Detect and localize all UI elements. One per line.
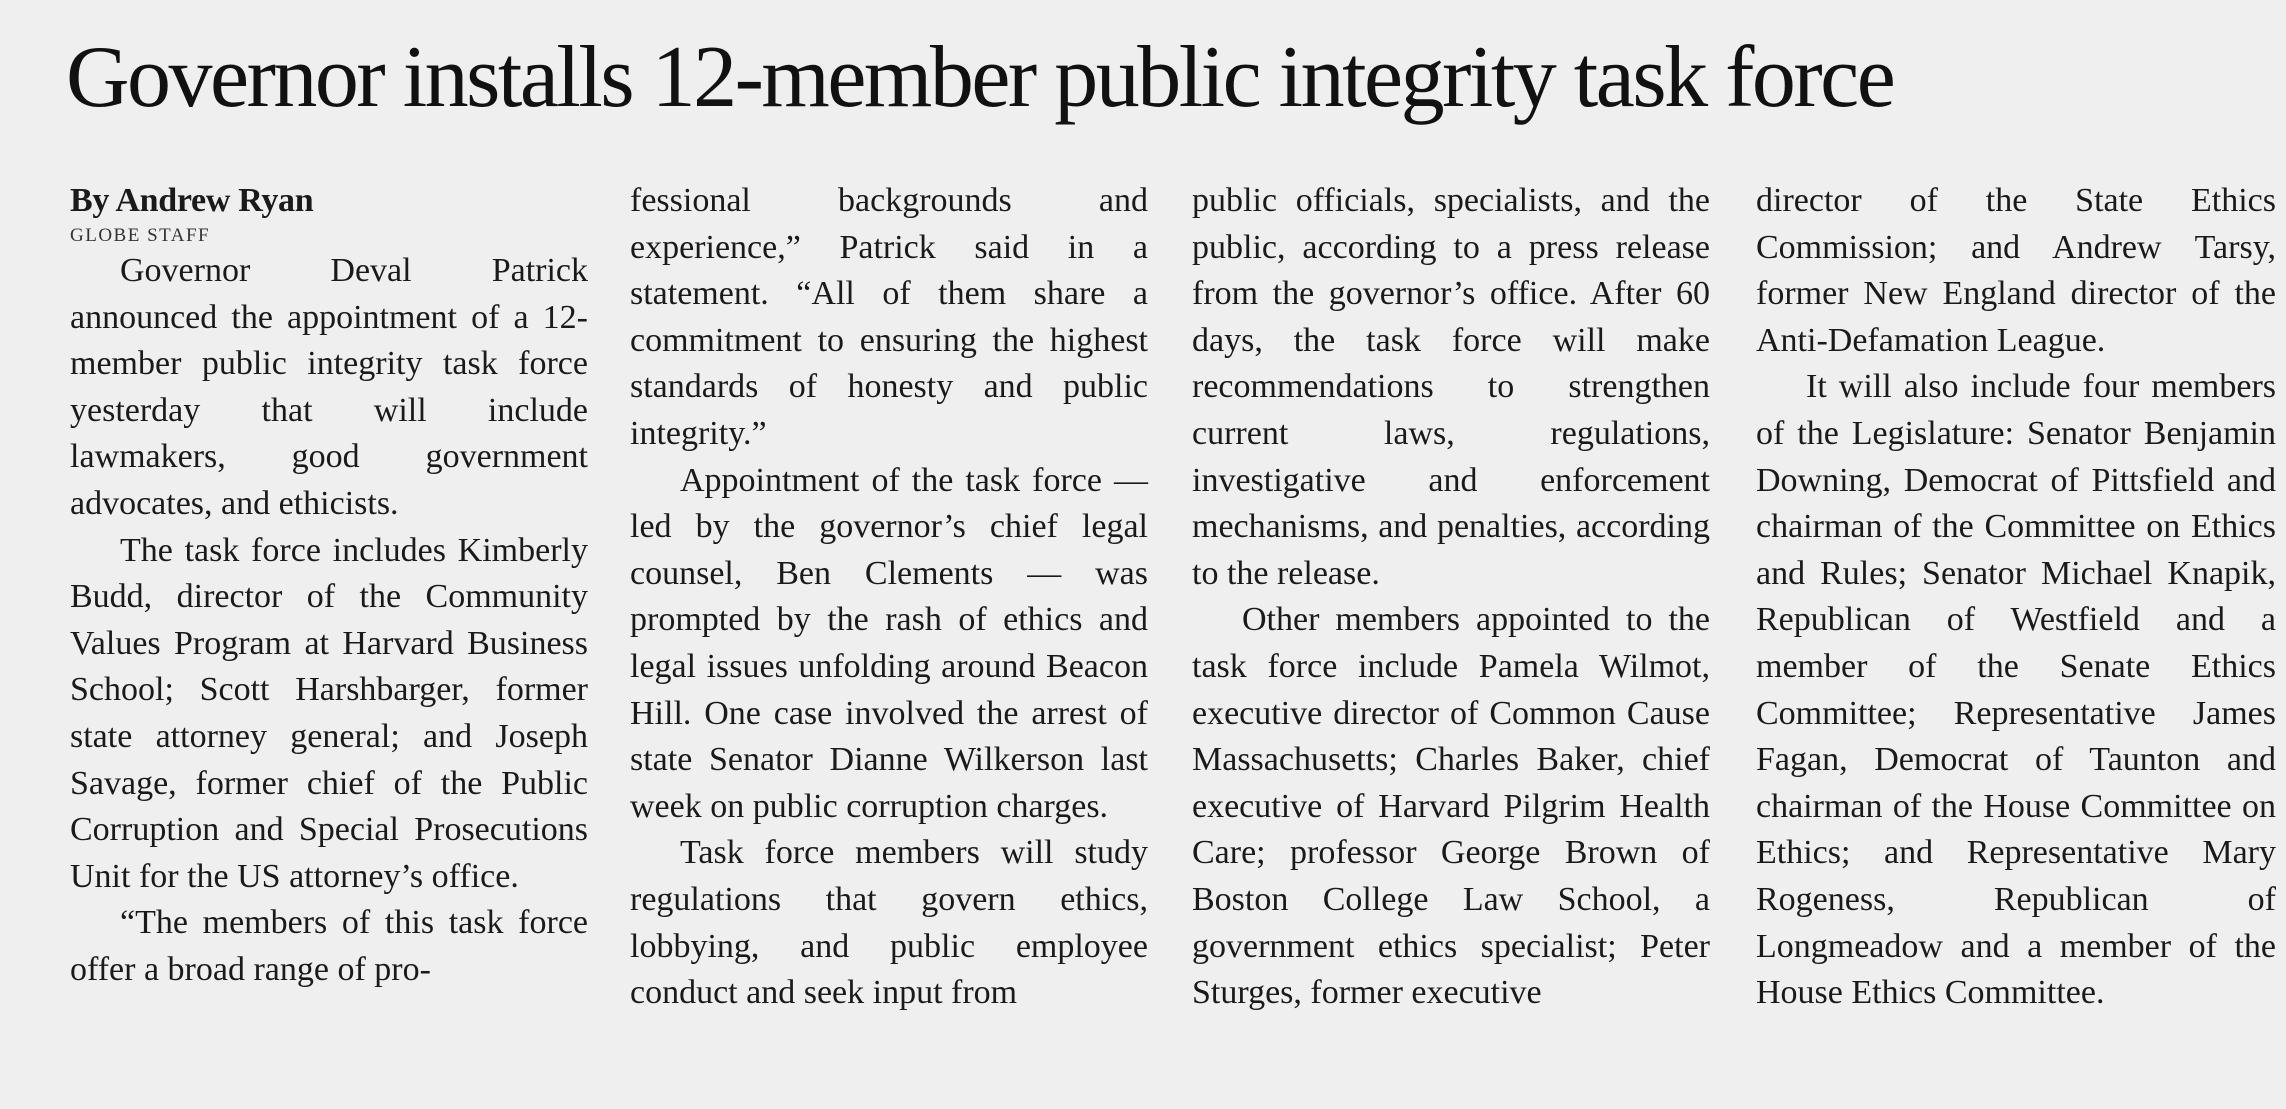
staff-label: GLOBE STAFF [70, 225, 211, 246]
paragraph: “The members of this task force offer a broad range of pro- [70, 904, 588, 988]
paragraph: Appointment of the task force — led by the governor’s chief legal counsel, Ben Clements — was prompted by the rash of ethics and legal issues unfolding around Beacon Hill. One case involved the arrest of state Senator Dianne Wilkerson last week on public corruption charges. [630, 461, 1148, 825]
article-column-2 [630, 178, 1148, 1017]
paragraph: Other members appointed to the task force include Pamela Wilmot, executive director of Common Cause Massachusetts; Charles Baker, chief executive of Harvard Pilgrim Health Care; professor George Brown of Boston College Law School, a government ethics specialist; Peter Sturges, former executive [1192, 601, 1710, 1012]
paragraph: The task force includes Kimberly Budd, director of the Community Values Program at Harvard Business School; Scott Harshbarger, former state attorney general; and Joseph Savage, former chief of the Public Corruption and Special Prosecutions Unit for the US attorney’s office. [70, 531, 588, 895]
paragraph: public officials, specialists, and the public, according to a press release from the governor’s office. After 60 days, the task force will make recommendations to strengthen current laws, regulations, investigative and enforcement mechanisms, and penalties, according to the release. [1192, 182, 1710, 592]
article-column-4 [1756, 178, 2276, 1017]
paragraph: Governor Deval Patrick announced the appointment of a 12-member public integrity task force yesterday that will include lawmakers, good government advocates, and ethicists. [70, 252, 588, 522]
paragraph: It will also include four members of the Legislature: Senator Benjamin Downing, Democrat of Pittsfield and chairman of the Committee on Ethics and Rules; Senator Michael Knapik, Republican of Westfield and a member of the Senate Ethics Committee; Representative James Fagan, Democrat of Taunton and chairman of the House Committee on Ethics; and Representative Mary Rogeness, Republican of Longmeadow and a member of the House Ethics Committee. [1756, 368, 2276, 1012]
paragraph: Task force members will study regulations that govern ethics, lobbying, and public employee conduct and seek input from [630, 834, 1148, 1012]
byline: By Andrew Ryan [70, 182, 314, 219]
article-column-1 [70, 178, 588, 994]
headline: Governor installs 12-member public integrity task force [66, 29, 1894, 126]
article-column-3 [1192, 178, 1710, 1017]
paragraph: director of the State Ethics Commission; and Andrew Tarsy, former New England director of the Anti-Defamation League. [1756, 182, 2276, 359]
paragraph: fessional backgrounds and experience,” Patrick said in a statement. “All of them share a commitment to ensuring the highest standards of honesty and public integrity.” [630, 182, 1148, 452]
